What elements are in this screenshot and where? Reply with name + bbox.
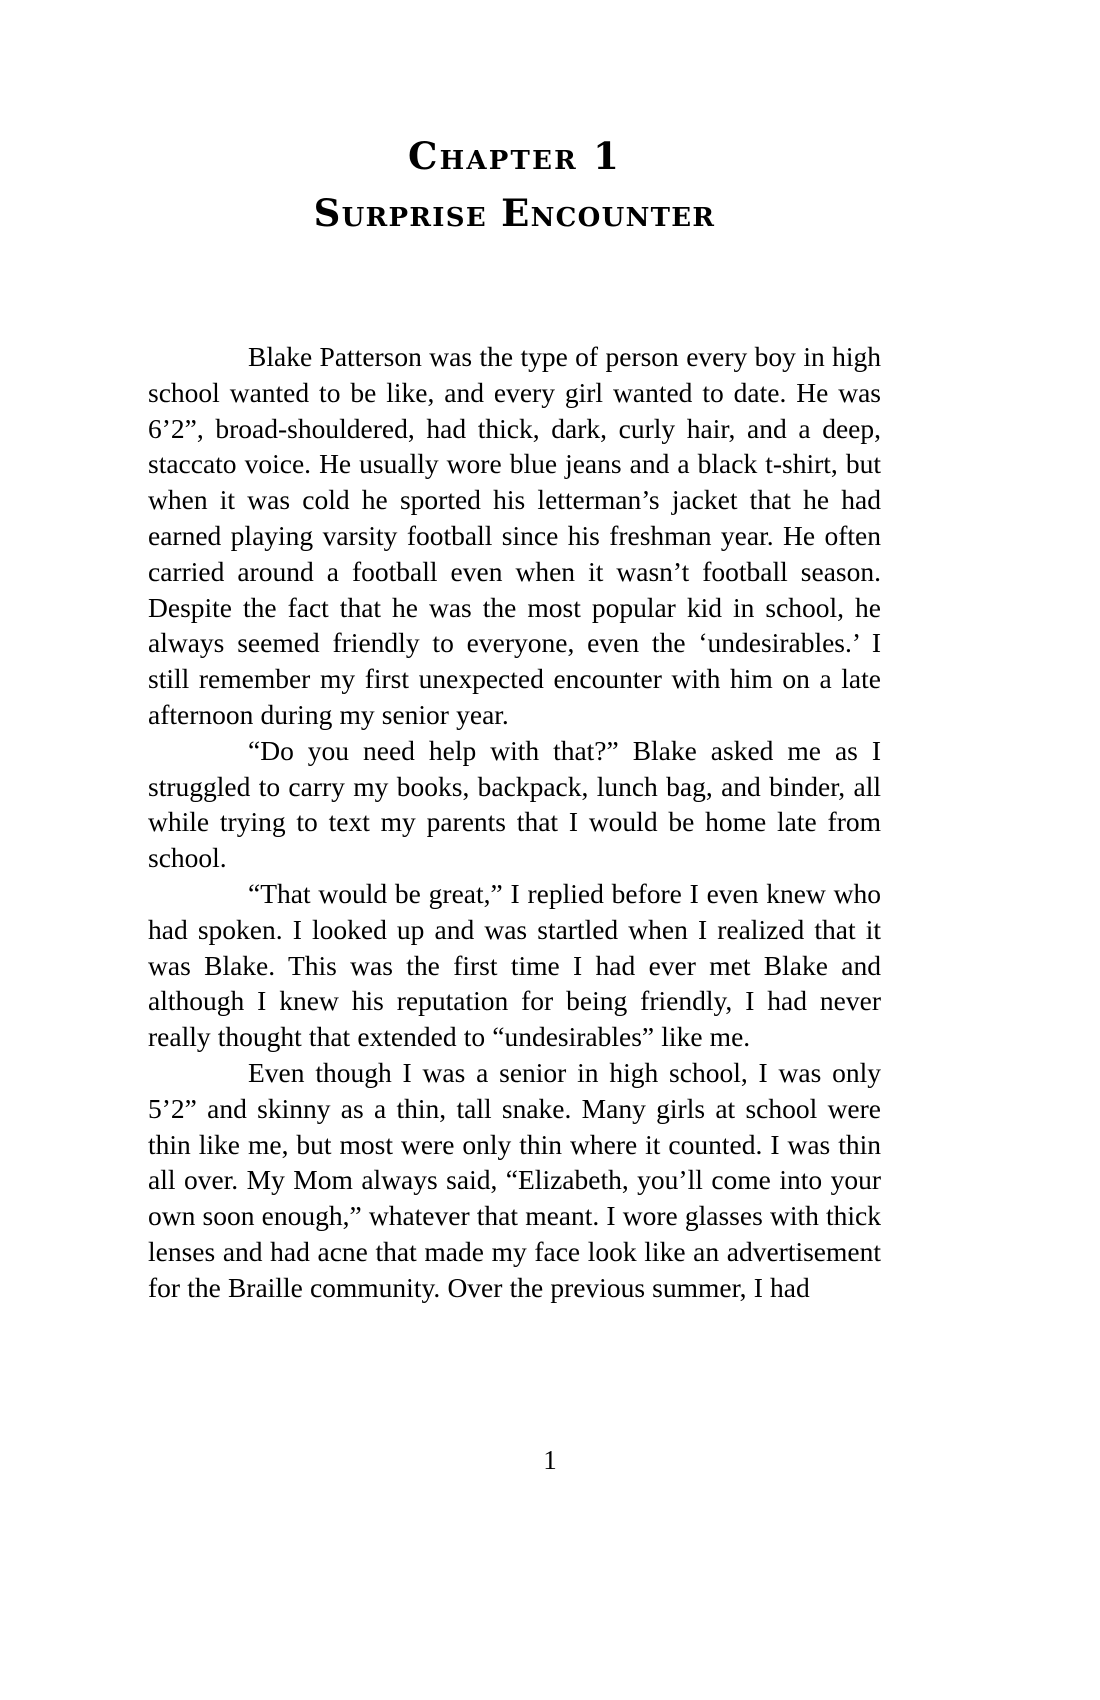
body-copy: [148, 339, 881, 1306]
chapter-number-line: Chapter 1: [407, 134, 622, 178]
paragraph: Blake Patterson was the type of person every boy in high school wanted to be like, and every girl wanted to date. He was 6’2”, broad-shouldered, had thick, dark, curly hair, and a deep, staccato voice. He usually wore blue jeans and a black t-shirt, but when it was cold he sported his letterman’s jacket that he had earned playing varsity football since his freshman year. He often carried around a football even when it wasn’t football season. Despite the fact that he was the most popular kid in school, he always seemed friendly to everyone, even the ‘undesirables.’ I still remember my first unexpected encounter with him on a late afternoon during my senior year.: [148, 341, 881, 730]
paragraph: “That would be great,” I replied before I even knew who had spoken. I looked up and was startled when I realized that it was Blake. This was the first time I had ever met Blake and although I knew his reputation for being friendly, I had never really thought that extended to “undesirables” like me.: [148, 877, 881, 1053]
paragraph: “Do you need help with that?” Blake asked me as I struggled to carry my books, backpack, lunch bag, and binder, all while trying to text my parents that I would be home late from school.: [148, 734, 881, 874]
chapter-title-line: Surprise Encounter: [313, 191, 716, 235]
paragraph: Even though I was a senior in high school, I was only 5’2” and skinny as a thin, tall snake. Many girls at school were thin like me, but most were only thin where it counted. I was thin all over. My Mom always said, “Elizabeth, you’ll come into your own soon enough,” whatever that meant. I wore glasses with thick lenses and had acne that made my face look like an advertisement for the Braille community. Over the previous summer, I had: [148, 1056, 881, 1303]
page-number: 1: [543, 1445, 557, 1475]
page-text-block: [148, 128, 881, 1306]
chapter-heading: [148, 128, 881, 242]
